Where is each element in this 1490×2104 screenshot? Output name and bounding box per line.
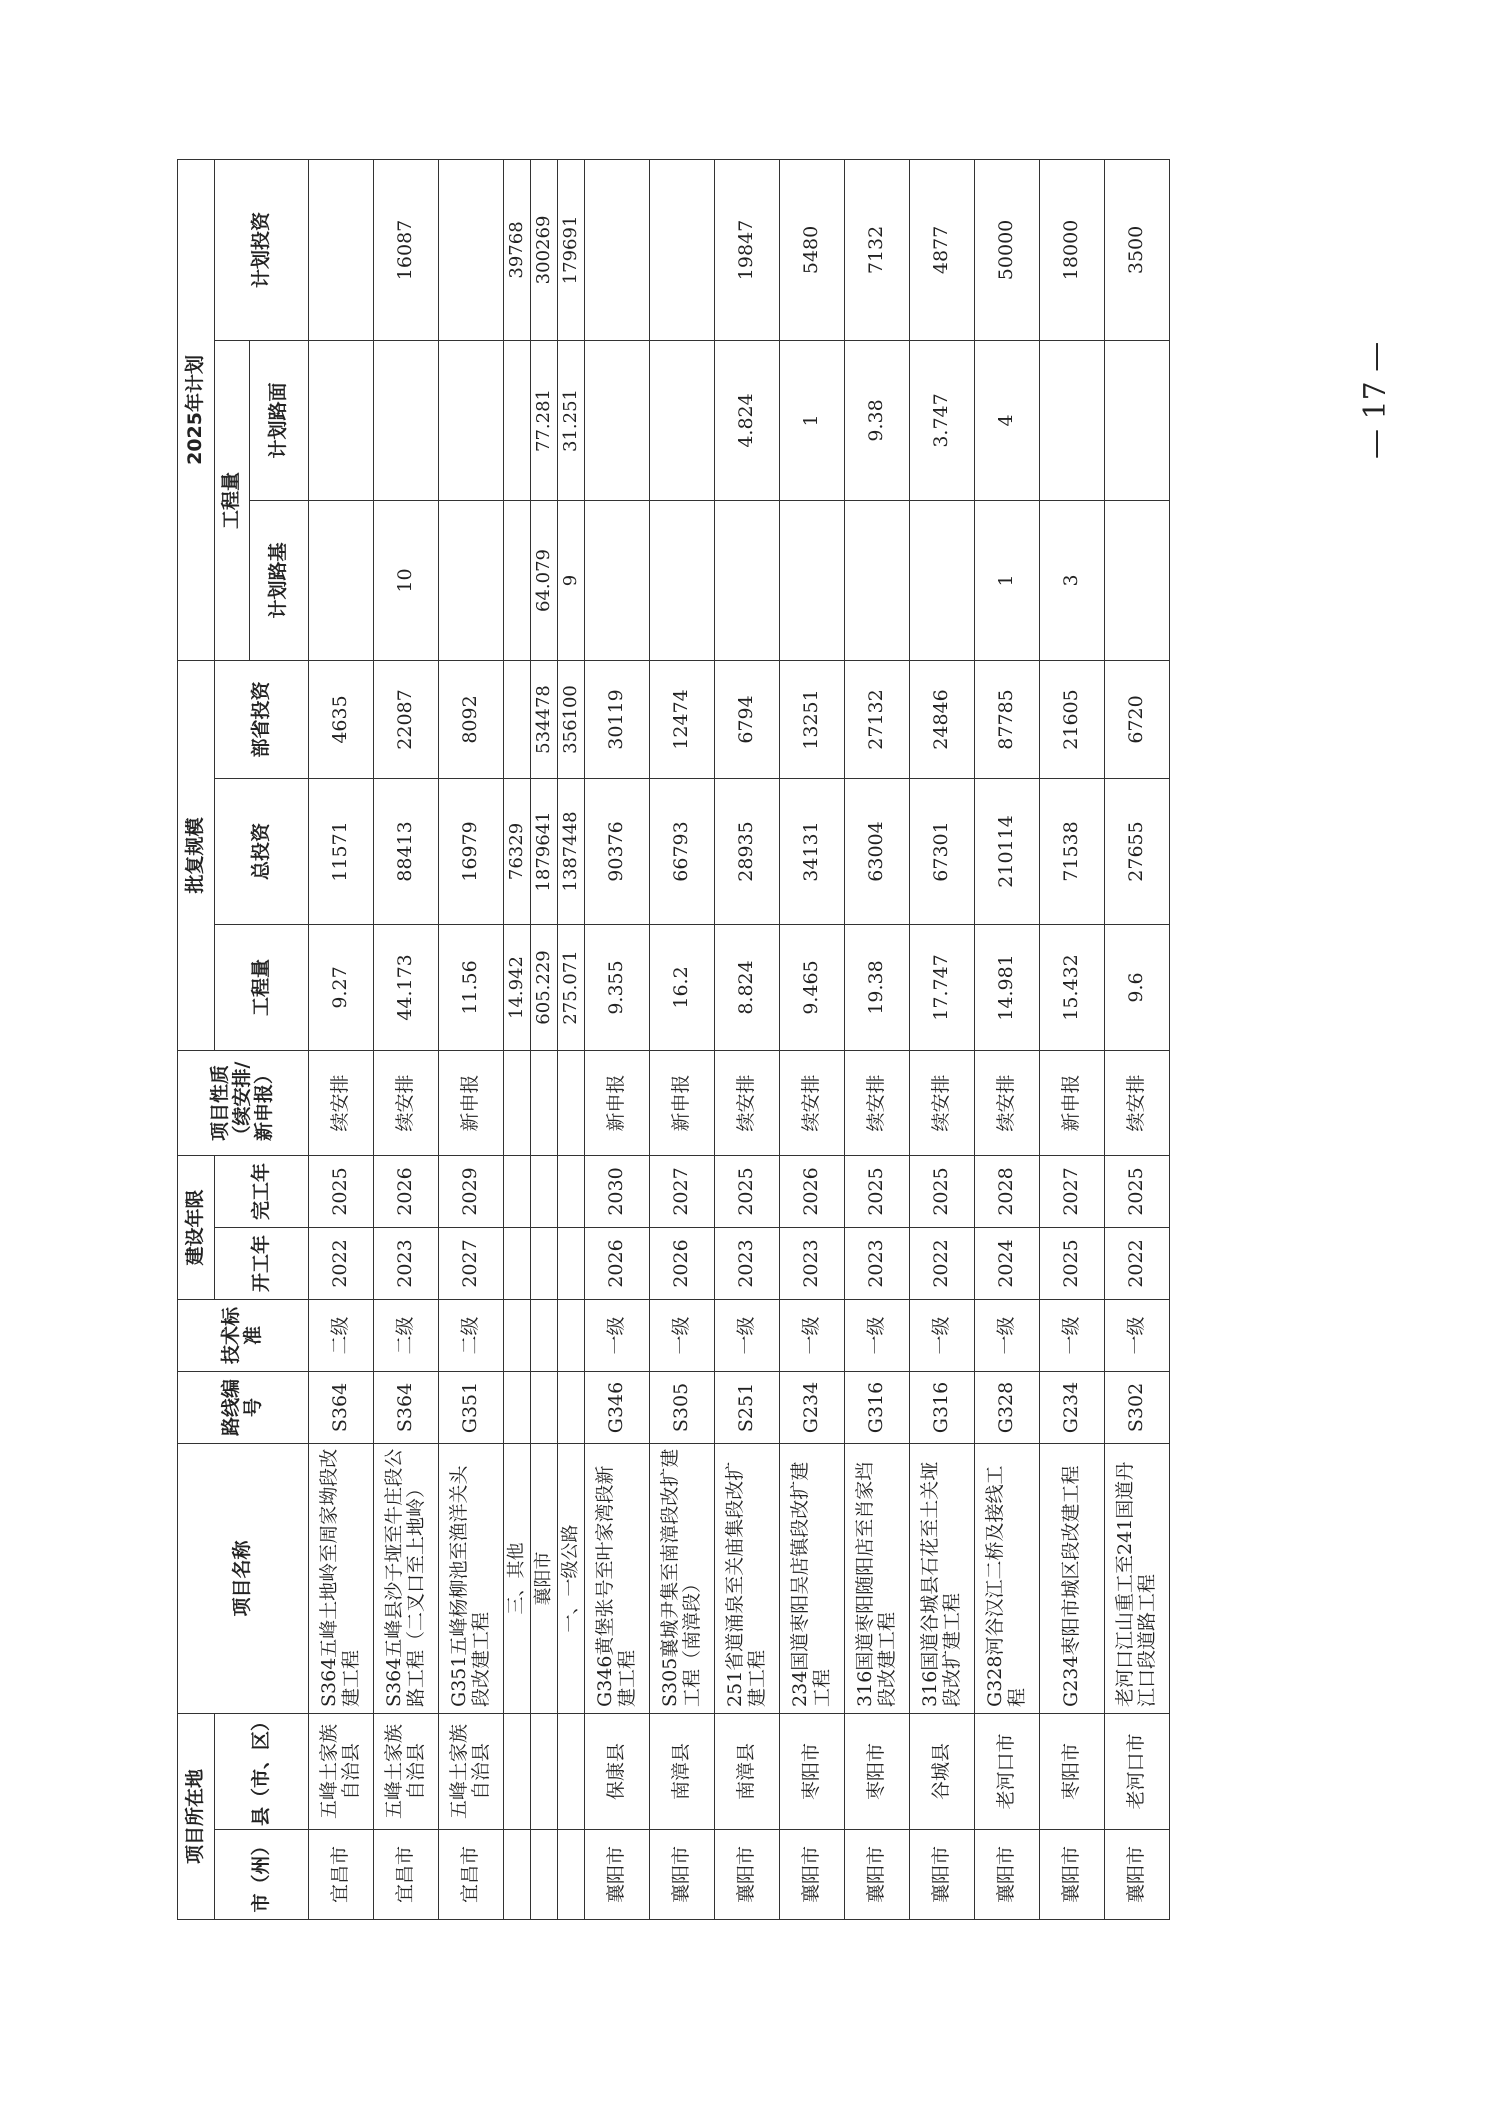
- header-nature: 项目性质（续安排/新申报）: [178, 1050, 309, 1155]
- cell-qty: 14.942: [504, 924, 531, 1050]
- header-period: 建设年限: [178, 1155, 215, 1299]
- cell-pavement: [585, 340, 650, 500]
- header-plan-pavement: 计划路面: [250, 340, 309, 500]
- table-row: [845, 159, 910, 1919]
- cell-nature: 续安排: [975, 1050, 1040, 1155]
- cell-county: 枣阳市: [780, 1713, 845, 1829]
- cell-ministry: 6720: [1105, 660, 1170, 778]
- cell-total: 88413: [374, 778, 439, 924]
- cell-ministry: 30119: [585, 660, 650, 778]
- header-plan-quantity: 工程量: [215, 340, 250, 660]
- cell-subgrade: [1105, 500, 1170, 660]
- cell-subgrade: [504, 500, 531, 660]
- cell-pavement: 31.251: [558, 340, 585, 500]
- cell-tech: 一级: [585, 1299, 650, 1371]
- header-tech: 技术标准: [178, 1299, 309, 1371]
- table-row: [975, 159, 1040, 1919]
- cell-ministry: 356100: [558, 660, 585, 778]
- cell-total: 1879641: [531, 778, 558, 924]
- cell-subgrade: 1: [975, 500, 1040, 660]
- cell-pavement: 3.747: [910, 340, 975, 500]
- header-start: 开工年: [215, 1227, 309, 1299]
- cell-county: 老河口市: [1105, 1713, 1170, 1829]
- cell-invest: 18000: [1040, 159, 1105, 340]
- cell-route: [558, 1371, 585, 1443]
- cell-qty: 14.981: [975, 924, 1040, 1050]
- table-row: [309, 159, 374, 1919]
- cell-name: 316国道谷城县石花至土关垭段改扩建工程: [910, 1443, 975, 1713]
- cell-county: 五峰土家族自治县: [439, 1713, 504, 1829]
- cell-total: 27655: [1105, 778, 1170, 924]
- header-plan-subgrade: 计划路基: [250, 500, 309, 660]
- cell-end: 2029: [439, 1155, 504, 1227]
- cell-total: 66793: [650, 778, 715, 924]
- cell-county: 五峰土家族自治县: [374, 1713, 439, 1829]
- cell-start: 2023: [374, 1227, 439, 1299]
- cell-end: 2027: [650, 1155, 715, 1227]
- cell-start: 2026: [585, 1227, 650, 1299]
- cell-city: 宜昌市: [309, 1830, 374, 1920]
- cell-ministry: [504, 660, 531, 778]
- cell-subgrade: 9: [558, 500, 585, 660]
- cell-pavement: [309, 340, 374, 500]
- cell-pavement: [1040, 340, 1105, 500]
- cell-invest: 19847: [715, 159, 780, 340]
- table-body: [309, 159, 1170, 1919]
- cell-end: 2030: [585, 1155, 650, 1227]
- cell-name: 老河口江山重工至241国道丹江口段道路工程: [1105, 1443, 1170, 1713]
- cell-subgrade: [585, 500, 650, 660]
- cell-city: 襄阳市: [715, 1830, 780, 1920]
- table-row: [780, 159, 845, 1919]
- cell-pavement: [439, 340, 504, 500]
- cell-city: [504, 1830, 531, 1920]
- cell-pavement: 77.281: [531, 340, 558, 500]
- table-row: [715, 159, 780, 1919]
- cell-pavement: [1105, 340, 1170, 500]
- cell-nature: 新申报: [650, 1050, 715, 1155]
- cell-total: 63004: [845, 778, 910, 924]
- cell-end: 2025: [910, 1155, 975, 1227]
- cell-ministry: 13251: [780, 660, 845, 778]
- header-approved: 批复规模: [178, 660, 215, 1050]
- cell-qty: 9.465: [780, 924, 845, 1050]
- cell-ministry: 6794: [715, 660, 780, 778]
- cell-county: 老河口市: [975, 1713, 1040, 1829]
- cell-invest: 3500: [1105, 159, 1170, 340]
- header-end: 完工年: [215, 1155, 309, 1227]
- header-plan-invest: 计划投资: [215, 159, 309, 340]
- cell-city: 襄阳市: [780, 1830, 845, 1920]
- cell-qty: 44.173: [374, 924, 439, 1050]
- cell-ministry: 87785: [975, 660, 1040, 778]
- cell-tech: [504, 1299, 531, 1371]
- cell-ministry: 27132: [845, 660, 910, 778]
- cell-invest: 16087: [374, 159, 439, 340]
- cell-route: S302: [1105, 1371, 1170, 1443]
- cell-county: 谷城县: [910, 1713, 975, 1829]
- cell-nature: [504, 1050, 531, 1155]
- cell-ministry: 22087: [374, 660, 439, 778]
- cell-subgrade: 10: [374, 500, 439, 660]
- cell-nature: 续安排: [910, 1050, 975, 1155]
- cell-start: 2022: [910, 1227, 975, 1299]
- cell-tech: 一级: [1040, 1299, 1105, 1371]
- header-plan2025: 2025年计划: [178, 159, 215, 660]
- cell-route: S364: [374, 1371, 439, 1443]
- cell-route: G316: [910, 1371, 975, 1443]
- cell-ministry: 8092: [439, 660, 504, 778]
- subtotal-row: [558, 159, 585, 1919]
- cell-city: 襄阳市: [975, 1830, 1040, 1920]
- cell-start: 2025: [1040, 1227, 1105, 1299]
- cell-tech: 一级: [910, 1299, 975, 1371]
- cell-pavement: 9.38: [845, 340, 910, 500]
- cell-county: 枣阳市: [845, 1713, 910, 1829]
- cell-route: G316: [845, 1371, 910, 1443]
- cell-tech: 一级: [1105, 1299, 1170, 1371]
- cell-end: 2025: [715, 1155, 780, 1227]
- cell-total: 1387448: [558, 778, 585, 924]
- cell-start: [558, 1227, 585, 1299]
- cell-pavement: 4.824: [715, 340, 780, 500]
- cell-end: [558, 1155, 585, 1227]
- cell-nature: 续安排: [780, 1050, 845, 1155]
- cell-start: 2026: [650, 1227, 715, 1299]
- cell-qty: 275.071: [558, 924, 585, 1050]
- cell-end: 2025: [1105, 1155, 1170, 1227]
- cell-name: S364五峰县沙子垭至牛庄段公路工程（二叉口至上地岭）: [374, 1443, 439, 1713]
- cell-subgrade: [780, 500, 845, 660]
- cell-start: [504, 1227, 531, 1299]
- cell-tech: [531, 1299, 558, 1371]
- cell-city: 襄阳市: [1040, 1830, 1105, 1920]
- cell-nature: 新申报: [439, 1050, 504, 1155]
- cell-tech: 二级: [374, 1299, 439, 1371]
- cell-route: [531, 1371, 558, 1443]
- cell-route: G234: [1040, 1371, 1105, 1443]
- cell-subgrade: [715, 500, 780, 660]
- cell-start: 2023: [780, 1227, 845, 1299]
- cell-city: [558, 1830, 585, 1920]
- cell-start: 2024: [975, 1227, 1040, 1299]
- cell-subgrade: [439, 500, 504, 660]
- cell-pavement: [650, 340, 715, 500]
- cell-tech: 一级: [780, 1299, 845, 1371]
- cell-qty: 15.432: [1040, 924, 1105, 1050]
- table-row: [650, 159, 715, 1919]
- cell-route: G351: [439, 1371, 504, 1443]
- cell-name: G351五峰杨柳池至渔洋关头段改建工程: [439, 1443, 504, 1713]
- cell-invest: [650, 159, 715, 340]
- cell-ministry: 4635: [309, 660, 374, 778]
- cell-name: G234枣阳市城区段改建工程: [1040, 1443, 1105, 1713]
- cell-tech: 一级: [650, 1299, 715, 1371]
- cell-tech: 一级: [845, 1299, 910, 1371]
- cell-subgrade: [845, 500, 910, 660]
- cell-nature: 续安排: [715, 1050, 780, 1155]
- cell-name: 234国道枣阳吴店镇段改扩建工程: [780, 1443, 845, 1713]
- cell-start: [531, 1227, 558, 1299]
- cell-route: G328: [975, 1371, 1040, 1443]
- cell-start: 2022: [1105, 1227, 1170, 1299]
- cell-nature: 新申报: [585, 1050, 650, 1155]
- header-route: 路线编号: [178, 1371, 309, 1443]
- cell-start: 2023: [715, 1227, 780, 1299]
- cell-name: G346黄堡张号至叶家湾段新建工程: [585, 1443, 650, 1713]
- cell-ministry: 21605: [1040, 660, 1105, 778]
- cell-pavement: 4: [975, 340, 1040, 500]
- header-county: 县（市、区）: [215, 1713, 309, 1829]
- cell-route: S305: [650, 1371, 715, 1443]
- header-total: 总投资: [215, 778, 309, 924]
- cell-nature: [531, 1050, 558, 1155]
- cell-qty: 9.355: [585, 924, 650, 1050]
- cell-start: 2022: [309, 1227, 374, 1299]
- cell-name: 251省道涌泉至关庙集段改扩建工程: [715, 1443, 780, 1713]
- cell-end: 2027: [1040, 1155, 1105, 1227]
- cell-name: G328河谷汉江二桥及接线工程: [975, 1443, 1040, 1713]
- cell-nature: 续安排: [1105, 1050, 1170, 1155]
- cell-subgrade: 3: [1040, 500, 1105, 660]
- cell-qty: 16.2: [650, 924, 715, 1050]
- cell-county: [504, 1713, 531, 1829]
- cell-subgrade: [309, 500, 374, 660]
- header-quantity: 工程量: [215, 924, 309, 1050]
- cell-city: 襄阳市: [650, 1830, 715, 1920]
- cell-total: 71538: [1040, 778, 1105, 924]
- cell-qty: 605.229: [531, 924, 558, 1050]
- cell-tech: 二级: [309, 1299, 374, 1371]
- table-row: [439, 159, 504, 1919]
- cell-qty: 9.6: [1105, 924, 1170, 1050]
- cell-route: G234: [780, 1371, 845, 1443]
- cell-start: 2027: [439, 1227, 504, 1299]
- cell-city: 襄阳市: [585, 1830, 650, 1920]
- cell-nature: [558, 1050, 585, 1155]
- cell-ministry: 24846: [910, 660, 975, 778]
- cell-name: 襄阳市: [531, 1443, 558, 1713]
- cell-name: S364五峰土地岭至周家坳段改建工程: [309, 1443, 374, 1713]
- cell-invest: [585, 159, 650, 340]
- cell-subgrade: 64.079: [531, 500, 558, 660]
- cell-city: 襄阳市: [910, 1830, 975, 1920]
- cell-pavement: [504, 340, 531, 500]
- cell-total: 67301: [910, 778, 975, 924]
- cell-invest: 7132: [845, 159, 910, 340]
- cell-invest: 39768: [504, 159, 531, 340]
- header-ministry: 部省投资: [215, 660, 309, 778]
- cell-city: 襄阳市: [1105, 1830, 1170, 1920]
- table-row: [1105, 159, 1170, 1919]
- table-row: [374, 159, 439, 1919]
- cell-start: 2023: [845, 1227, 910, 1299]
- cell-pavement: 1: [780, 340, 845, 500]
- cell-invest: 179691: [558, 159, 585, 340]
- cell-total: 11571: [309, 778, 374, 924]
- cell-city: [531, 1830, 558, 1920]
- rotated-page: [177, 160, 1282, 1920]
- cell-nature: 新申报: [1040, 1050, 1105, 1155]
- cell-county: 五峰土家族自治县: [309, 1713, 374, 1829]
- table-row: [585, 159, 650, 1919]
- cell-subgrade: [910, 500, 975, 660]
- cell-qty: 11.56: [439, 924, 504, 1050]
- cell-end: [504, 1155, 531, 1227]
- cell-end: 2026: [780, 1155, 845, 1227]
- cell-nature: 续安排: [845, 1050, 910, 1155]
- cell-invest: 300269: [531, 159, 558, 340]
- header-location: 项目所在地: [178, 1713, 215, 1919]
- subtotal-row: [504, 159, 531, 1919]
- cell-name: 三、其他: [504, 1443, 531, 1713]
- page-number: — 17 —: [1358, 341, 1393, 459]
- cell-route: G346: [585, 1371, 650, 1443]
- cell-qty: 8.824: [715, 924, 780, 1050]
- cell-qty: 19.38: [845, 924, 910, 1050]
- cell-ministry: 534478: [531, 660, 558, 778]
- cell-total: 210114: [975, 778, 1040, 924]
- cell-tech: 二级: [439, 1299, 504, 1371]
- cell-tech: [558, 1299, 585, 1371]
- cell-county: 保康县: [585, 1713, 650, 1829]
- cell-invest: [439, 159, 504, 340]
- cell-county: 南漳县: [650, 1713, 715, 1829]
- cell-total: 34131: [780, 778, 845, 924]
- header-name: 项目名称: [178, 1443, 309, 1713]
- cell-subgrade: [650, 500, 715, 660]
- cell-city: 襄阳市: [845, 1830, 910, 1920]
- cell-total: 28935: [715, 778, 780, 924]
- cell-pavement: [374, 340, 439, 500]
- header-city: 市（州）: [215, 1830, 309, 1920]
- cell-ministry: 12474: [650, 660, 715, 778]
- cell-invest: 5480: [780, 159, 845, 340]
- cell-end: 2026: [374, 1155, 439, 1227]
- cell-total: 16979: [439, 778, 504, 924]
- cell-county: [531, 1713, 558, 1829]
- cell-invest: [309, 159, 374, 340]
- project-table: [177, 159, 1170, 1920]
- cell-route: [504, 1371, 531, 1443]
- cell-city: 宜昌市: [374, 1830, 439, 1920]
- cell-total: 90376: [585, 778, 650, 924]
- cell-end: [531, 1155, 558, 1227]
- cell-end: 2028: [975, 1155, 1040, 1227]
- cell-county: [558, 1713, 585, 1829]
- table-row: [1040, 159, 1105, 1919]
- cell-tech: 一级: [715, 1299, 780, 1371]
- cell-county: 枣阳市: [1040, 1713, 1105, 1829]
- cell-name: S305襄城尹集至南漳段改扩建工程（南漳段）: [650, 1443, 715, 1713]
- cell-nature: 续安排: [309, 1050, 374, 1155]
- cell-name: 一、一级公路: [558, 1443, 585, 1713]
- cell-tech: 一级: [975, 1299, 1040, 1371]
- cell-invest: 4877: [910, 159, 975, 340]
- cell-nature: 续安排: [374, 1050, 439, 1155]
- cell-route: S364: [309, 1371, 374, 1443]
- cell-total: 76329: [504, 778, 531, 924]
- cell-qty: 9.27: [309, 924, 374, 1050]
- cell-name: 316国道枣阳随阳店至肖家垱段改建工程: [845, 1443, 910, 1713]
- cell-qty: 17.747: [910, 924, 975, 1050]
- cell-city: 宜昌市: [439, 1830, 504, 1920]
- cell-end: 2025: [309, 1155, 374, 1227]
- subtotal-row: [531, 159, 558, 1919]
- cell-invest: 50000: [975, 159, 1040, 340]
- cell-end: 2025: [845, 1155, 910, 1227]
- cell-route: S251: [715, 1371, 780, 1443]
- table-row: [910, 159, 975, 1919]
- cell-county: 南漳县: [715, 1713, 780, 1829]
